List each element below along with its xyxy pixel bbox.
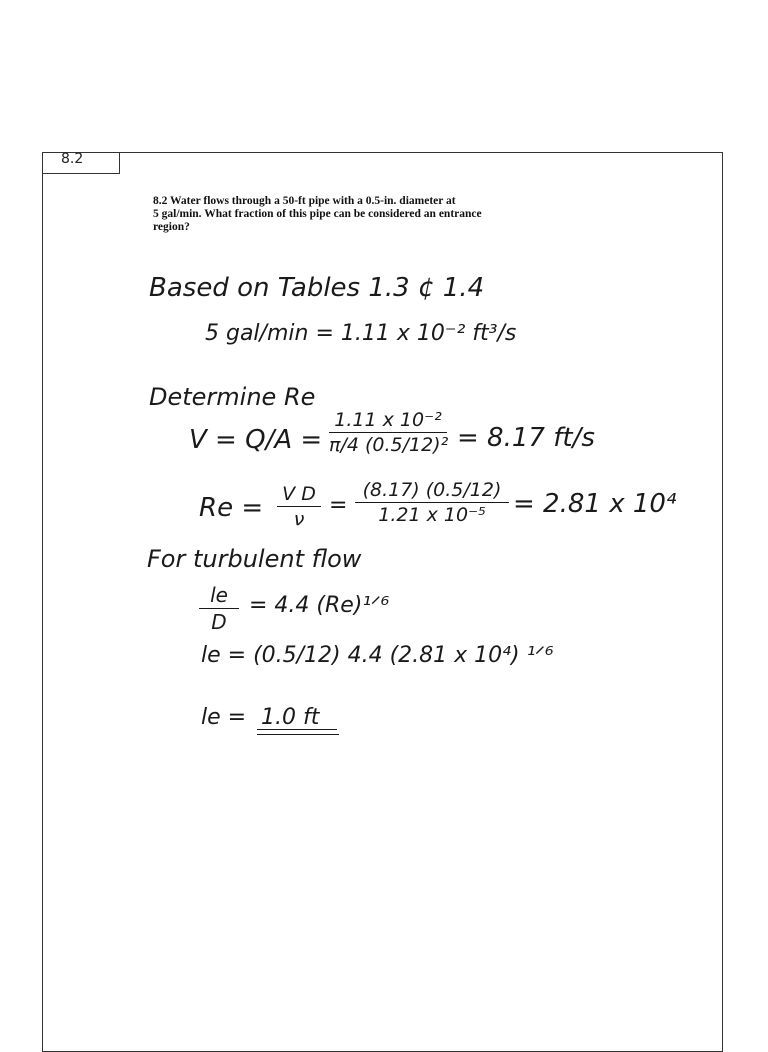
velocity-numerator: 1.11 x 10⁻² bbox=[334, 409, 442, 431]
reynolds-equals: = bbox=[329, 493, 348, 518]
turbulent-flow-heading: For turbulent flow bbox=[147, 545, 362, 573]
worksheet bbox=[42, 152, 723, 1052]
entrance-length-result-lhs: le = bbox=[201, 705, 247, 730]
velocity-fraction bbox=[329, 409, 447, 456]
determine-re-heading: Determine Re bbox=[149, 383, 316, 411]
problem-text-line: region? bbox=[153, 221, 190, 233]
entrance-length-answer: 1.0 ft bbox=[261, 705, 320, 730]
velocity-result: = 8.17 ft/s bbox=[457, 423, 595, 453]
problem-number-box bbox=[43, 153, 120, 174]
reynolds-def-denominator: ν bbox=[293, 508, 305, 530]
answer-underline bbox=[257, 729, 337, 730]
answer-double-underline bbox=[257, 734, 339, 735]
problem-statement bbox=[153, 195, 533, 234]
entrance-length-symbol: le bbox=[210, 583, 228, 607]
entrance-length-substitution: le = (0.5/12) 4.4 (2.81 x 10⁴) ¹ᐟ⁶ bbox=[201, 643, 554, 668]
entrance-length-ratio bbox=[199, 583, 239, 634]
diameter-symbol: D bbox=[211, 610, 227, 634]
fraction-bar bbox=[329, 432, 447, 433]
problem-text-line: 5 gal/min. What fraction of this pipe can be considered an entrance bbox=[153, 208, 482, 220]
problem-text-line: 8.2 Water flows through a 50-ft pipe with a 0.5-in. diameter at bbox=[153, 195, 456, 207]
reynolds-lhs: Re = bbox=[199, 493, 264, 523]
fraction-bar bbox=[355, 502, 509, 503]
fraction-bar bbox=[277, 506, 321, 507]
problem-number: 8.2 bbox=[61, 151, 84, 167]
flow-rate-conversion: 5 gal/min = 1.11 x 10⁻² ft³/s bbox=[205, 321, 517, 346]
velocity-denominator: π/4 (0.5/12)² bbox=[329, 434, 449, 456]
reynolds-def-numerator: V D bbox=[282, 483, 316, 505]
reynolds-fraction bbox=[355, 479, 509, 526]
reynolds-numerator: (8.17) (0.5/12) bbox=[362, 479, 502, 501]
reynolds-definition-fraction bbox=[277, 483, 321, 530]
velocity-lhs: V = Q/A = bbox=[189, 425, 323, 455]
reynolds-result: = 2.81 x 10⁴ bbox=[513, 489, 677, 519]
reynolds-denominator: 1.21 x 10⁻⁵ bbox=[378, 504, 486, 526]
fraction-bar bbox=[199, 608, 239, 609]
entrance-length-correlation: = 4.4 (Re)¹ᐟ⁶ bbox=[249, 593, 390, 618]
tables-reference: Based on Tables 1.3 ¢ 1.4 bbox=[149, 273, 485, 303]
